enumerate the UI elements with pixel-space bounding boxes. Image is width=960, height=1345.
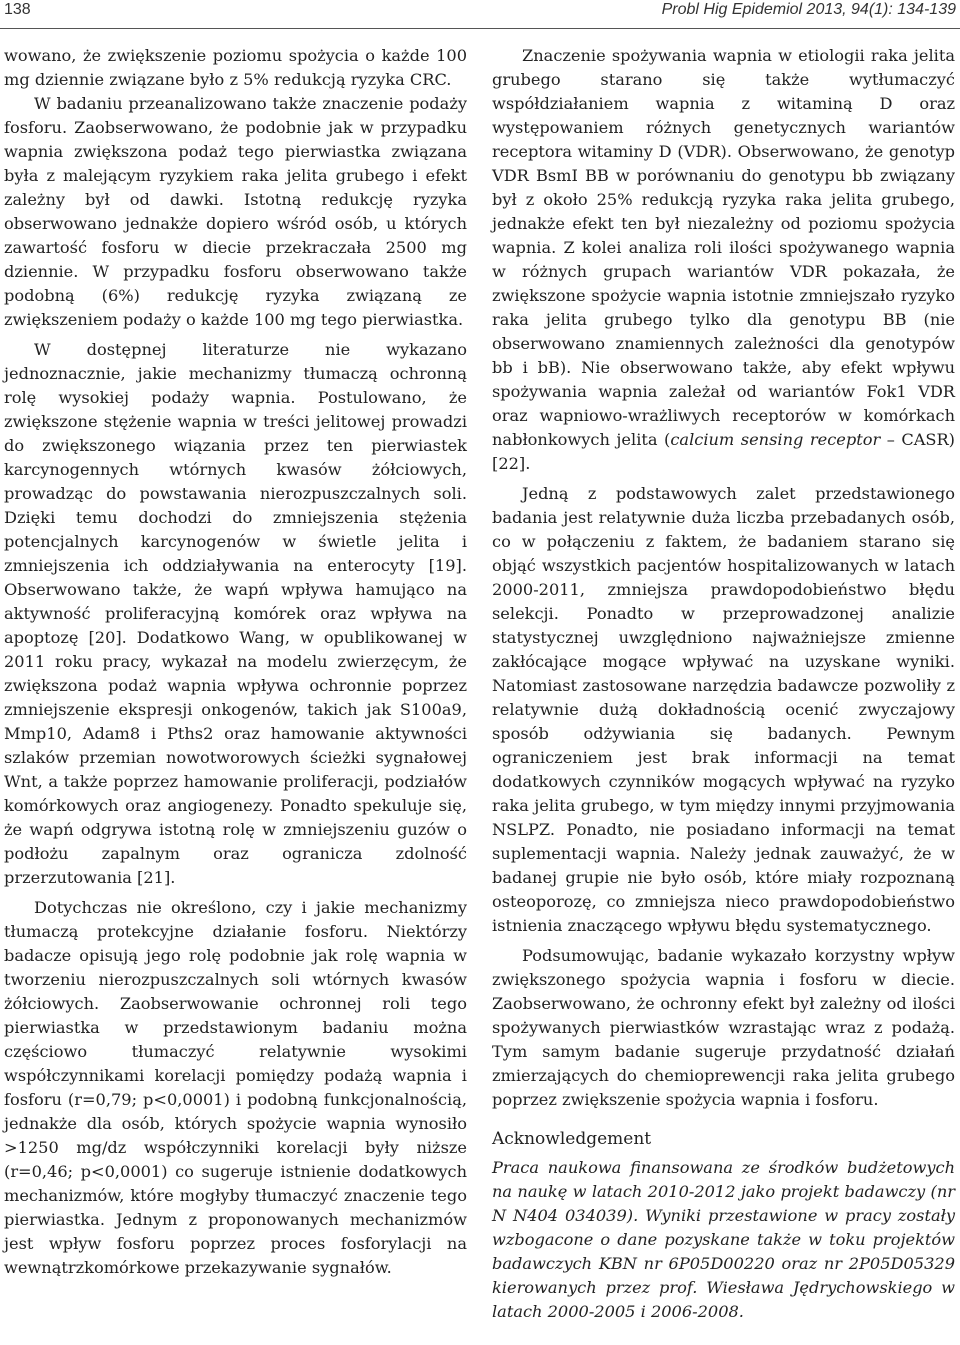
- paragraph-continuation: wowano, że zwiększenie poziomu spożycia o każde 100 mg dziennie związane było z 5% redukcją ryzyka CRC.: [4, 46, 467, 89]
- right-column: [492, 44, 955, 1324]
- paragraph-vdr-text: Znaczenie spożywania wapnia w etiologii raka jelita grubego starano się także wytłumaczyć współdziałaniem wapnia z witaminą D oraz występowaniem różnych genetycznych wariantów receptora witaminy D (VDR). Obserwowano, że genotyp VDR BsmI BB w porównaniu do genotypu bb związany był z około 25% redukcją ryzyka raka jelita grubego, jednakże efekt ten był niezależny od poziomu spożycia wapnia. Z kolei analiza roli ilości spożywanego wapnia w różnych grupach wariantów VDR pokazała, że zwiększone spożycie wapnia istotnie zmniejszało ryzyko raka jelita grubego tylko dla genotypu BB (nie obserwowano znamiennych zależności dla genotypów bb i bB). Nie obserwowano także, aby efekt wpływu spożywania wapnia zależał od wariantów Fok1 VDR oraz wapniowo-wrażliwych receptorów w komórkach nabłonkowych jelita (: [492, 46, 955, 449]
- paragraph-calcium-mechanisms: W dostępnej literaturze nie wykazano jednoznacznie, jakie mechanizmy tłumaczą ochronną rolę wysokiej podaży wapnia. Postulowano, że zwiększone stężenie wapnia w treści jelitowej prowadzi do zwiększonego wiązania przez ten pierwiastek karcynogennych wtórnych kwasów żółciowych, prowadząc do powstawania nierozpuszczalnych soli. Dzięki temu dochodzi do zmniejszenia stężenia potencjalnych karcynogenów w świetle jelita i zmniejszenia ich oddziaływania na enterocyty [19]. Obserwowano także, że wapń wpływa hamująco na aktywność proliferacyjną komórek oraz wpływa na apoptozę [20]. Dodatkowo Wang, w opublikowanej w 2011 roku pracy, wykazał na modelu zwierzęcym, że zwiększona podaż wapnia wpływa ochronnie poprzez zmniejszenie ekspresji onkogenów, takich jak S100a9, Mmp10, Adam8 i Pths2 oraz hamowanie aktywności szlaków przemian nowotworowych ścieżki sygnałowej Wnt, a także poprzez hamowanie proliferacji, podziałów komórkowych oraz angiogenezy. Ponadto spekuluje się, że wapń odgrywa istotną rolę w zmniejszeniu guzów o podłożu zapalnym oraz ogranicza zdolność przerzutowania [21].: [4, 340, 467, 887]
- acknowledgement-heading: Acknowledgement: [492, 1129, 652, 1149]
- left-column: [4, 44, 467, 1280]
- paragraph-phosphorus-mechanisms: Dotychczas nie określono, czy i jakie mechanizmy tłumaczą protekcyjne działanie fosforu. Niektórzy badacze opisują jego rolę podobnie jak rolę wapnia w tworzeniu nierozpuszczalnych soli wtórnych kwasów żółciowych. Zaobserwowanie ochronnej roli tego pierwiastka w przedstawionym badaniu można częściowo tłumaczyć relatywnie wysokimi współczynnikami korelacji pomiędzy podażą wapnia i fosforu (r=0,79; p<0,0001) i podobną funkcjonalnością, jednakże dla osób, których spożycie wapnia wynosiło >1250 mg/dz współczynniki korelacji były niższe (r=0,46; p<0,0001) co sugeruje istnienie dodatkowych mechanizmów, które mogłyby tłumaczyć znaczenie tego pierwiastka. Jednym z proponowanych mechanizmów jest wpływ fosforu poprzez proces fosforylacji na wewnątrzkomórkowe przekazywanie sygnałów.: [4, 898, 467, 1277]
- paragraph-summary: Podsumowując, badanie wykazało korzystny wpływ zwiększonego spożycia wapnia i fosforu w diecie. Zaobserwowano, że ochronny efekt był zależny od ilości spożywanych pierwiastków wzrastając wraz z podażą. Tym samym badanie sugeruje przydatność działań zmierzających do chemioprewencji raka jelita grubego poprzez zwiększenie spożycia wapnia i fosforu.: [492, 946, 955, 1109]
- page-number: 138: [4, 1, 31, 18]
- running-header: [0, 0, 960, 30]
- header-rule: [0, 28, 960, 29]
- csr-term: calcium sensing receptor: [670, 430, 881, 449]
- paragraph-strengths-limitations: Jedną z podstawowych zalet przedstawionego badania jest relatywnie duża liczba przebadanych osób, co w połączeniu z faktem, że badaniem starano się objąć wszystkich pacjentów hospitalizowanych w latach 2000-2011, zmniejsza prawdopodobieństwo błędu selekcji. Ponadto w przeprowadzonej analizie statystycznej uwzględniono najważniejsze zmienne zakłócające mogące wpływać na uzyskane wyniki. Natomiast zastosowane narzędzia badawcze pozwoliły z relatywnie dużą dokładnością ocenić zwyczajowy sposób odżywiania się badanych. Pewnym ograniczeniem jest brak informacji na temat dodatkowych czynników mogących wpływać na ryzyko raka jelita grubego, w tym między innymi przyjmowania NSLPZ. Ponadto, nie posiadano informacji na temat suplementacji wapnia. Należy jednak zauważyć, że w badanej grupie nie było osób, które miały rozpoznaną osteoporozę, co zmniejsza nieco prawdopodobieństwo istnienia znaczącego wpływu błędu systematycznego.: [492, 484, 955, 935]
- paragraph-phosphorus-analysis: W badaniu przeanalizowano także znaczenie podaży fosforu. Zaobserwowano, że podobnie jak w przypadku wapnia zwiększona podaż tego pierwiastka związana była z malejącym ryzykiem raka jelita grubego i efekt zależny był od dawki. Istotną redukcję ryzyka obserwowano jednakże dopiero wśród osób, u których zawartość fosforu w diecie przekraczała 2500 mg dziennie. W przypadku fosforu obserwowano także podobną (6%) redukcję ryzyka związaną ze zwiększeniem podaży o każde 100 mg tego pierwiastka.: [4, 94, 467, 329]
- journal-citation: Probl Hig Epidemiol 2013, 94(1): 134-139: [661, 1, 956, 18]
- acknowledgement-text: Praca naukowa finansowana ze środków budżetowych na naukę w latach 2010-2012 jako projekt badawczy (nr N N404 034039). Wyniki przestawione w pracy zostały wzbogacone o dane pozyskane także w toku projektów badawczych KBN nr 6P05D00220 oraz nr 2P05D05329 kierowanych przez prof. Wiesława Jędrychowskiego w latach 2000-2005 i 2006-2008.: [492, 1158, 955, 1321]
- csr-tail: – CASR) [22].: [492, 430, 955, 473]
- paragraph-vdr: [492, 44, 955, 476]
